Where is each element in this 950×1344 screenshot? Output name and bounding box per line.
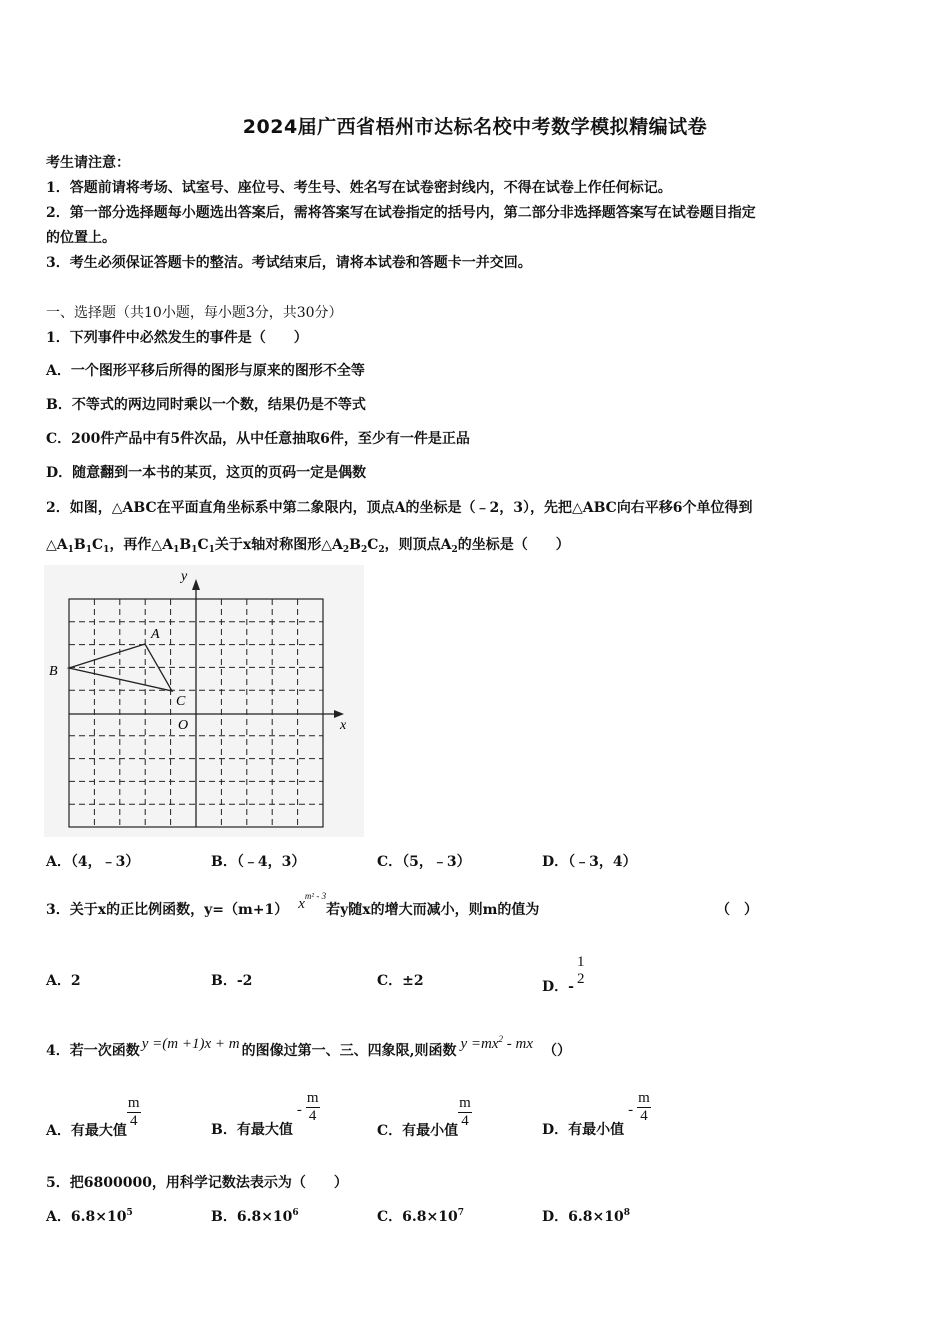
- notice-item-2-cont: 的位置上。: [46, 230, 116, 246]
- q2-stem-line2: $\triangle A_1B_1C_1$，再作$\triangle A_1B_1C_1$关于x轴对称图形$\triangle A_2B_2C_2$，则顶点$A_2$的坐标是（ ）: [46, 537, 570, 555]
- x-axis-label: x: [340, 718, 347, 733]
- coordinate-figure: [44, 565, 364, 837]
- q4-option-d: D．有最小值- $\frac{m}{4}$: [542, 1090, 650, 1138]
- q2-option-c: C．（5，﹣3）: [377, 854, 471, 870]
- q1-option-b: B．不等式的两边同时乘以一个数，结果仍是不等式: [46, 397, 366, 413]
- q3-option-b: B．-2: [211, 973, 253, 989]
- q5-option-a: A．$6.8\times 10^5$: [46, 1208, 133, 1225]
- notice-heading: 考生请注意：: [46, 155, 130, 171]
- q2-option-a: A．（4，﹣3）: [46, 854, 140, 870]
- notice-item-1: 1．答题前请将考场、试室号、座位号、考生号、姓名写在试卷密封线内，不得在试卷上作任何标记。: [46, 180, 672, 196]
- q4-option-b: B．有最大值- $\frac{m}{4}$: [211, 1090, 319, 1138]
- q3-bracket: （ ）: [716, 902, 758, 918]
- q3-option-d: D．- 1 2: [542, 954, 585, 996]
- q2-stem-line1: 2．如图，△ABC在平面直角坐标系中第二象限内，顶点A的坐标是（﹣2，3），先把△ABC向右平移6个单位得到: [46, 500, 753, 516]
- q5-stem: 5．把6800000，用科学记数法表示为（ ）: [46, 1175, 348, 1191]
- q4-option-a: A．有最大值 $\frac{m}{4}$: [46, 1095, 140, 1139]
- q3-stem: 3．关于x的正比例函数，y=（m+1） $x^{m^2 - 3}$若y随x的增大而减小，则m的值为: [46, 891, 540, 918]
- page-title: 2024届广西省梧州市达标名校中考数学模拟精编试卷: [242, 116, 708, 138]
- q5-option-d: D．$6.8\times 10^8$: [542, 1208, 630, 1225]
- q5-option-b: B．$6.8\times 10^6$: [211, 1208, 299, 1225]
- notice-item-3: 3．考生必须保证答题卡的整洁。考试结束后，请将本试卷和答题卡一并交回。: [46, 255, 532, 271]
- q1-option-c: C．200件产品中有5件次品，从中任意抽取6件，至少有一件是正品: [46, 431, 470, 447]
- point-b-label: B: [49, 664, 58, 679]
- section-heading: 一、选择题（共10小题，每小题3分，共30分）: [46, 305, 343, 321]
- q3-option-c: C．±2: [377, 973, 424, 989]
- y-axis-label: y: [181, 569, 188, 584]
- point-a-label: A: [151, 627, 160, 642]
- origin-label: O: [178, 718, 189, 733]
- q5-option-c: C．$6.8\times 10^7$: [377, 1208, 464, 1225]
- q4-stem: 4．若一次函数 y =(m +1)x + m 的图像过第一、三、四象限,则函数 $y =mx^2$ - mx （）: [46, 1034, 571, 1059]
- q1-option-d: D．随意翻到一本书的某页，这页的页码一定是偶数: [46, 465, 367, 481]
- q1-option-a: A．一个图形平移后所得的图形与原来的图形不全等: [46, 363, 365, 379]
- q2-option-d: D．（﹣3，4）: [542, 854, 637, 870]
- q3-option-a: A．2: [46, 973, 81, 989]
- q1-stem: 1．下列事件中必然发生的事件是（ ）: [46, 330, 308, 346]
- notice-item-2: 2．第一部分选择题每小题选出答案后，需将答案写在试卷指定的括号内，第二部分非选择题答案写在试卷题目指定: [46, 205, 756, 221]
- q2-option-b: B．（﹣4，3）: [211, 854, 306, 870]
- q4-option-c: C．有最小值 $\frac{m}{4}$: [377, 1095, 471, 1139]
- point-c-label: C: [176, 694, 186, 709]
